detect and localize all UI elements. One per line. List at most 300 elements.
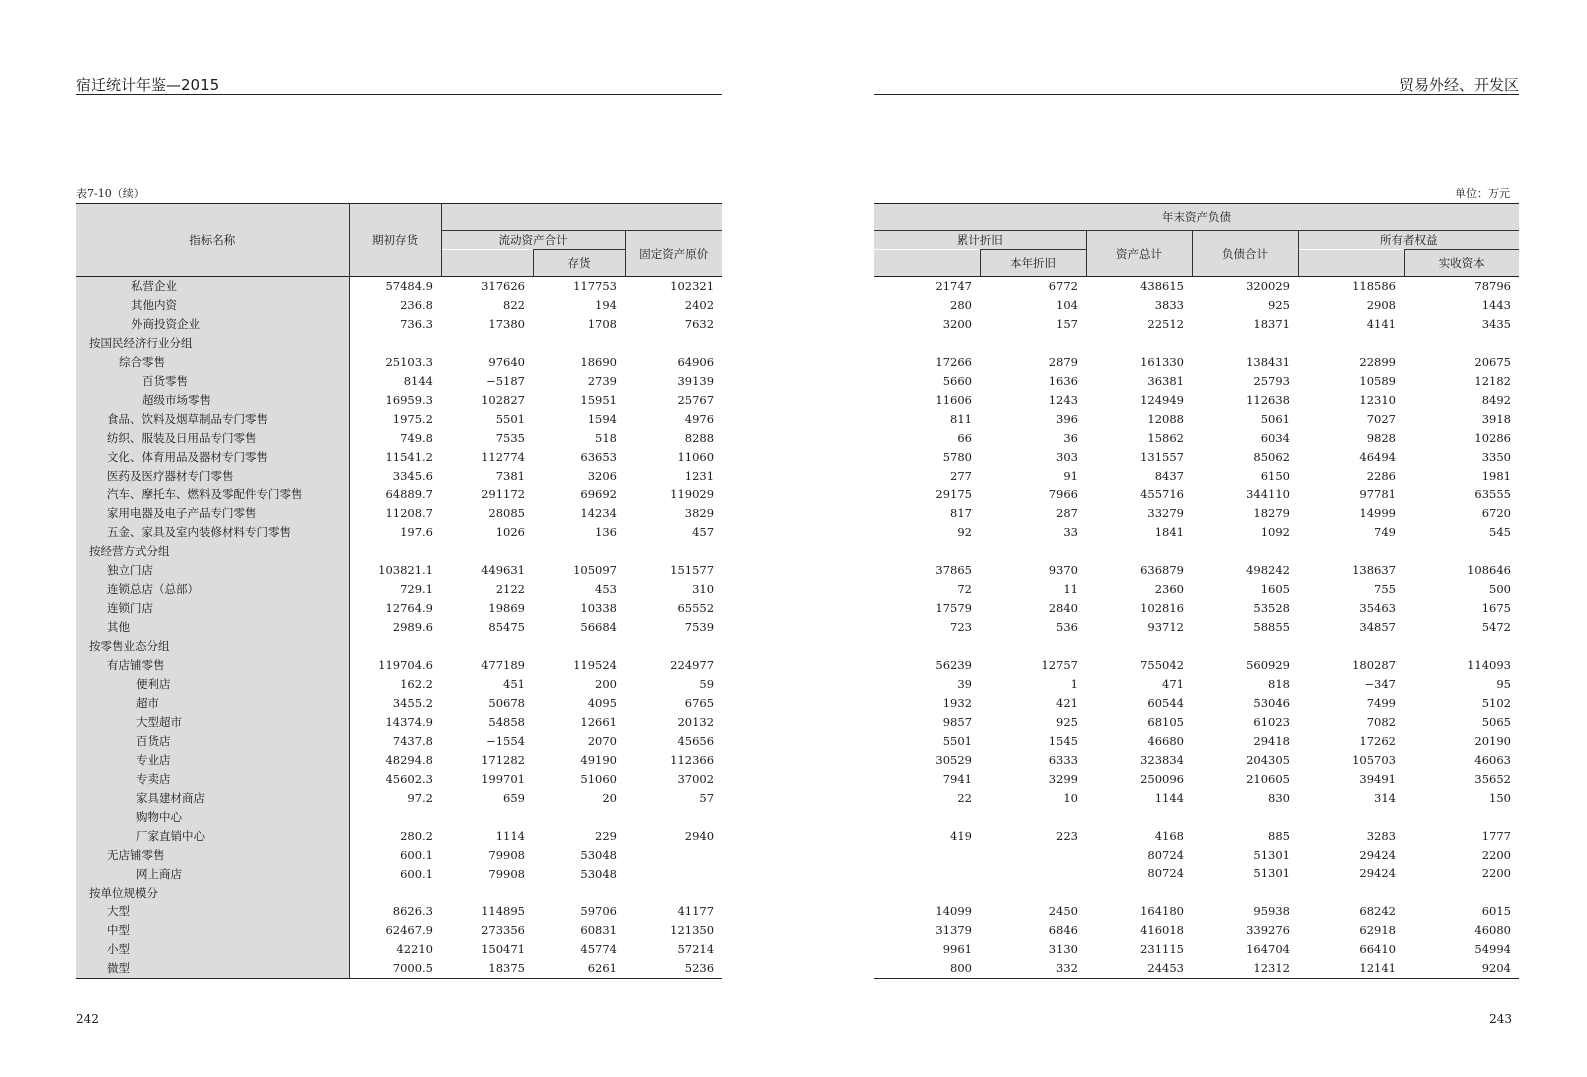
cell-value: 63653 [580,449,617,464]
cell-value: 37002 [677,771,715,786]
cell-value: 51060 [580,771,617,786]
cell-value: 818 [1268,676,1290,691]
cell-value: 822 [503,297,525,312]
cell-value [1086,883,1192,902]
cell-value: 9828 [1366,430,1396,445]
table-row [76,277,722,296]
cell-value: 314 [1374,790,1396,805]
cell-value: 600.1 [400,847,433,862]
cell-value: 2879 [1048,354,1078,369]
row-label: 微型 [76,959,349,978]
table-row [76,429,722,448]
cell-value: 108646 [1467,563,1511,578]
cell-value: 8144 [403,373,433,388]
cell-value: 29424 [1359,866,1396,881]
cell-value: 755 [1374,582,1396,597]
table-row [874,372,1519,391]
cell-value: 2070 [587,733,617,748]
cell-value: 1675 [1481,601,1511,616]
cell-value: 317626 [481,279,525,293]
cell-value: 35652 [1474,771,1511,786]
cell-value [1298,637,1404,656]
cell-value [533,334,625,353]
cell-value: 1092 [1260,525,1290,540]
cell-value: 45656 [677,733,715,748]
cell-value: 455716 [1140,487,1184,502]
table-row [874,561,1519,580]
cell-value [874,334,980,353]
table-row [874,789,1519,808]
cell-value: 9857 [942,714,972,729]
header-equity: 所有者权益 [1298,231,1519,250]
row-label: 其他 [76,618,349,637]
table-row [874,429,1519,448]
cell-value: 1636 [1048,373,1078,388]
table-row [76,808,722,827]
cell-value: 7539 [684,620,715,635]
table-row [874,467,1519,486]
row-label: 医药及医疗器材专门零售 [76,467,349,486]
table-row [76,940,722,959]
row-label: 食品、饮料及烟草制品专门零售 [76,410,349,429]
cell-value [980,864,1086,883]
cell-value: 4168 [1154,828,1184,843]
table-row [76,694,722,713]
cell-value: 102827 [481,392,525,407]
cell-value: 7082 [1366,714,1396,729]
cell-value: 536 [1056,620,1078,635]
cell-value: 12141 [1298,959,1404,978]
table-row [874,902,1519,921]
cell-value [1192,637,1298,656]
cell-value: 80724 [1147,866,1184,881]
cell-value: 56239 [935,658,972,673]
cell-value: 138431 [1246,354,1290,369]
cell-value: 1144 [1154,790,1184,805]
cell-value: 223 [1056,828,1078,843]
cell-value: 20675 [1474,354,1511,369]
cell-value: 41177 [677,904,715,919]
cell-value [625,808,722,827]
cell-value [441,808,533,827]
cell-value: 124949 [1140,392,1184,407]
cell-value: 29418 [1253,733,1290,748]
table-row [874,599,1519,618]
cell-value: 59706 [580,904,617,919]
cell-value: 6772 [1048,279,1078,293]
cell-value: 1981 [1481,468,1511,483]
cell-value: 33 [1063,525,1078,540]
cell-value: 11606 [935,392,972,407]
header-opening-inventory: 期初存货 [349,204,441,277]
cell-value: 3130 [1048,942,1078,957]
table-row [874,675,1519,694]
table-row [874,656,1519,675]
cell-value [1192,334,1298,353]
cell-value [349,542,441,561]
table-row [76,884,722,903]
cell-value: 2908 [1366,297,1396,312]
cell-value: 9961 [942,942,972,957]
cell-value [874,637,980,656]
cell-value: 118586 [1352,279,1396,293]
table-row [76,675,722,694]
cell-value: 28085 [488,506,525,521]
table-row [874,580,1519,599]
cell-value: 18371 [1253,316,1290,331]
table-row [874,315,1519,334]
table-row [76,353,722,372]
cell-value: 60831 [580,923,617,938]
cell-value: 416018 [1140,923,1184,938]
cell-value: 46080 [1474,923,1511,938]
table-row [874,391,1519,410]
cell-value: 150 [1489,790,1511,805]
row-label: 外商投资企业 [76,315,349,334]
cell-value: 9204 [1404,959,1519,978]
cell-value: 2402 [684,297,715,312]
cell-value: 1026 [495,525,525,540]
cell-value: 64889.7 [385,487,433,502]
cell-value [874,883,980,902]
header-fixed-assets: 固定资产原价 [625,231,722,277]
cell-value [349,637,441,656]
cell-value: 151577 [670,563,715,578]
cell-value: 5660 [942,373,972,388]
cell-value: 112638 [1246,392,1290,407]
cell-value: 14099 [935,904,972,919]
cell-value: 8288 [684,430,715,445]
cell-value: 1777 [1481,828,1511,843]
header-rule-right [874,94,1519,95]
cell-value: 46494 [1359,449,1396,464]
cell-value: 2122 [495,582,525,597]
cell-value: 736.3 [400,316,433,331]
cell-value: 64906 [677,354,715,369]
cell-value: 63555 [1474,487,1511,502]
cell-value [980,334,1086,353]
cell-value: 291172 [481,487,525,502]
table-row [874,808,1519,827]
cell-value: 199701 [481,771,525,786]
cell-value: 12764.9 [385,601,433,616]
cell-value [625,865,722,884]
row-label: 大型 [76,902,349,921]
cell-value: 280.2 [400,828,433,843]
cell-value: 85062 [1253,449,1290,464]
cell-value: 121350 [670,923,715,938]
row-label: 超级市场零售 [76,391,349,410]
cell-value: 112366 [670,752,715,767]
left-data-table [76,203,722,979]
cell-value: 119704.6 [378,658,433,673]
cell-value [1404,334,1519,353]
cell-value [1298,808,1404,827]
row-label: 私营企业 [76,277,349,296]
cell-value: 18279 [1253,506,1290,521]
table-row [76,334,722,353]
cell-value: 7027 [1366,411,1396,426]
cell-value [1404,637,1519,656]
cell-value: 17380 [488,316,525,331]
chapter-title: 贸易外经、开发区 [1398,76,1519,94]
cell-value: 1231 [684,468,715,483]
cell-value: 636879 [1140,563,1184,578]
cell-value: 157 [1056,316,1078,331]
cell-value: 339276 [1246,923,1290,938]
table-row [76,656,722,675]
table-row [874,940,1519,959]
table-row [874,542,1519,561]
row-label: 独立门店 [76,561,349,580]
cell-value: 4095 [587,695,617,710]
table-row [874,504,1519,523]
cell-value: 36381 [1147,373,1184,388]
cell-value: 42210 [396,942,433,957]
cell-value: 105097 [573,563,617,578]
cell-value: −5187 [486,373,525,388]
cell-value [980,846,1086,865]
cell-value [1086,808,1192,827]
table-row [874,296,1519,315]
cell-value: 2200 [1481,847,1511,862]
cell-value: 103821.1 [378,563,433,578]
cell-value [533,808,625,827]
cell-value: 97.2 [407,790,433,805]
row-label: 按国民经济行业分组 [76,334,349,353]
cell-value: 7499 [1366,695,1396,710]
cell-value: 48294.8 [385,752,433,767]
header-year-depr: 本年折旧 [980,250,1086,277]
cell-value: 1594 [587,411,617,426]
cell-value: 560929 [1246,658,1290,673]
cell-value: 62918 [1359,923,1396,938]
table-row [76,732,722,751]
right-data-table [874,203,1519,979]
cell-value: 85475 [488,620,525,635]
cell-value: 97781 [1359,487,1396,502]
cell-value [625,334,722,353]
cell-value [1086,542,1192,561]
row-label: 有店铺零售 [76,656,349,675]
cell-value: 136 [595,525,617,540]
cell-value: 79908 [488,847,525,862]
row-label: 超市 [76,694,349,713]
cell-value: 20132 [677,714,715,729]
cell-value: 4141 [1366,316,1396,331]
cell-value [874,542,980,561]
cell-value: 229 [595,828,617,843]
cell-value [980,883,1086,902]
cell-value: 12757 [1041,658,1078,673]
header-paid-capital: 实收资本 [1404,250,1519,277]
row-label: 专业店 [76,751,349,770]
cell-value [441,334,533,353]
cell-value: 323834 [1140,752,1184,767]
table-caption: 表7-10（续） [76,187,145,200]
cell-value: 273356 [481,923,525,938]
cell-value: 112774 [481,449,525,464]
table-row [874,864,1519,883]
cell-value: 10338 [580,601,617,616]
cell-value [1086,334,1192,353]
cell-value: 7632 [684,316,715,331]
cell-value: 600.1 [400,866,433,881]
cell-value: 49190 [580,752,617,767]
row-label: 大型超市 [76,713,349,732]
cell-value: 33279 [1147,506,1184,521]
cell-value [1192,883,1298,902]
cell-value: 194 [595,297,617,312]
cell-value: 3435 [1481,316,1511,331]
cell-value: 1841 [1154,525,1184,540]
cell-value: 7966 [1048,487,1078,502]
row-label: 按单位规模分 [76,884,349,903]
cell-value: 5065 [1481,714,1511,729]
cell-value: 421 [1056,695,1078,710]
row-label: 网上商店 [76,865,349,884]
cell-value: 60544 [1147,695,1184,710]
cell-value: 57484.9 [385,279,433,293]
cell-value: 79908 [488,866,525,881]
cell-value: 20190 [1474,733,1511,748]
header-rule-left [76,94,722,95]
table-row [874,694,1519,713]
cell-value: 180287 [1352,658,1396,673]
cell-value: 449631 [481,563,525,578]
header-inventory: 存货 [533,250,625,277]
cell-value: 15862 [1147,430,1184,445]
cell-value: 164180 [1140,904,1184,919]
cell-value [874,864,980,883]
cell-value: 34857 [1359,620,1396,635]
cell-value: 14374.9 [385,714,433,729]
cell-value [980,542,1086,561]
cell-value: 22512 [1147,316,1184,331]
header-blank-group [441,204,722,231]
book-title: 宿迁统计年鉴—2015 [76,76,220,94]
row-label: 百货店 [76,732,349,751]
cell-value: 18690 [580,354,617,369]
cell-value: 471 [1162,676,1184,691]
cell-value: 65552 [677,601,715,616]
cell-value: 5061 [1260,411,1290,426]
cell-value: 53048 [580,847,617,862]
cell-value: 59 [699,677,715,692]
table-row [76,770,722,789]
cell-value: 2739 [587,373,617,388]
cell-value: 62467.9 [385,923,433,938]
cell-value: 93712 [1147,620,1184,635]
cell-value: −347 [1364,676,1396,691]
cell-value: 95938 [1253,904,1290,919]
cell-value: 3283 [1366,828,1396,843]
cell-value [625,637,722,656]
cell-value: 6765 [684,695,715,710]
cell-value: 14999 [1359,506,1396,521]
cell-value: 36 [1063,430,1078,445]
cell-value: 197.6 [400,525,433,540]
cell-value: 280 [950,297,972,312]
cell-value: 114895 [481,904,525,919]
cell-value: 925 [1268,297,1290,312]
table-row [76,637,722,656]
cell-value: 24453 [1086,959,1192,978]
table-row [76,751,722,770]
cell-value: 9370 [1048,563,1078,578]
cell-value: 54858 [488,714,525,729]
table-row [76,448,722,467]
cell-value: 817 [950,506,972,521]
cell-value: 6846 [1048,923,1078,938]
table-row [874,921,1519,940]
cell-value [1298,334,1404,353]
table-row [76,542,722,561]
row-label: 便利店 [76,675,349,694]
cell-value: 925 [1056,714,1078,729]
cell-value: 7941 [942,771,972,786]
row-label: 专卖店 [76,770,349,789]
cell-value: 39491 [1359,771,1396,786]
cell-value [980,637,1086,656]
cell-value: 224977 [670,658,715,673]
table-row [76,599,722,618]
cell-value: 3345.6 [392,468,433,483]
cell-value: 6333 [1048,752,1078,767]
cell-value: 66410 [1359,942,1396,957]
cell-value: 7000.5 [349,959,441,978]
table-row [874,846,1519,865]
cell-value [441,637,533,656]
row-label: 无店铺零售 [76,846,349,865]
table-row [874,751,1519,770]
page-number-right: 243 [1489,1012,1512,1026]
cell-value [533,637,625,656]
row-label: 纺织、服装及日用品专门零售 [76,429,349,448]
row-label: 其他内资 [76,296,349,315]
cell-value: 58855 [1253,620,1290,635]
row-label: 按零售业态分组 [76,637,349,656]
cell-value: 453 [595,582,617,597]
cell-value: 250096 [1140,771,1184,786]
cell-value: 102321 [670,279,715,293]
row-label: 购物中心 [76,808,349,827]
table-row [76,391,722,410]
cell-value: 46063 [1474,752,1511,767]
cell-value: 1545 [1048,733,1078,748]
cell-value: 18375 [441,959,533,978]
cell-value: 51301 [1253,847,1290,862]
cell-value: 303 [1056,449,1078,464]
cell-value: 8437 [1154,468,1184,483]
cell-value: 438615 [1140,279,1184,293]
row-label: 家用电器及电子产品专门零售 [76,504,349,523]
cell-value: 10286 [1474,430,1511,445]
row-label: 百货零售 [76,372,349,391]
cell-value: 12661 [580,714,617,729]
cell-value: 210605 [1246,771,1290,786]
cell-value: 22899 [1359,354,1396,369]
cell-value: 3833 [1154,297,1184,312]
table-row [76,523,722,542]
cell-value: 800 [874,959,980,978]
cell-value: 11541.2 [385,449,433,464]
cell-value: 21747 [935,279,972,293]
cell-value [349,808,441,827]
cell-value: 68105 [1147,714,1184,729]
cell-value [349,334,441,353]
cell-value: 54994 [1474,942,1511,957]
